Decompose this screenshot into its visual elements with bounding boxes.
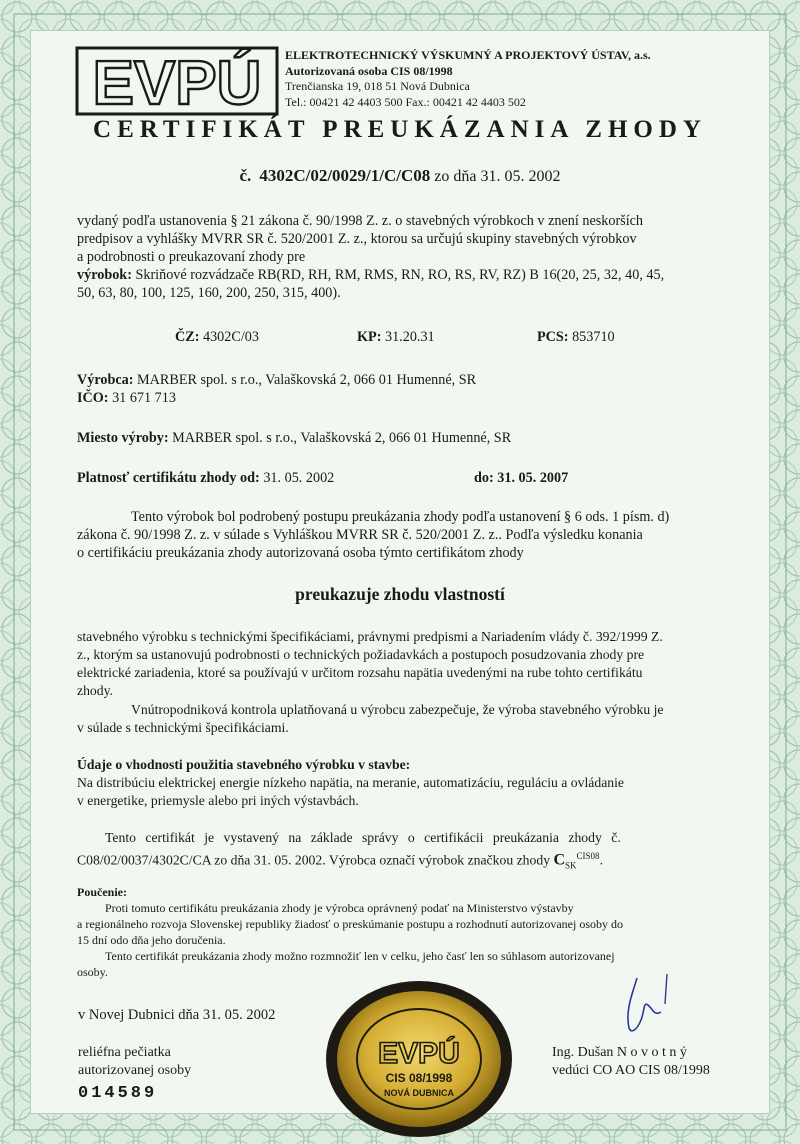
usage-line: Na distribúciu elektrickej energie nízkeho napätia, na meranie, automatizáciu, reguláciu a ovládanie — [77, 775, 625, 790]
issuer-address: Trenčianska 19, 018 51 Nová Dubnica — [285, 79, 470, 93]
paragraph-line: elektrické zariadenia, ktoré sa používajú v určitom rozsahu napätia uvedenými na rube tohto certifikátu — [77, 665, 643, 680]
pcs-code — [537, 328, 615, 346]
stamp-note-line: reliéfna pečiatka — [78, 1045, 171, 1060]
place-label: Miesto výroby: — [77, 430, 169, 446]
product-label: výrobok: — [77, 267, 132, 283]
kp-code — [357, 328, 435, 346]
production-place — [77, 429, 511, 447]
validity-to-value: 31. 05. 2007 — [497, 470, 569, 486]
validity-to-label: do: — [474, 470, 494, 486]
kp-label: KP: — [357, 329, 382, 345]
notice-line: 15 dní odo dňa jeho doručenia. — [77, 933, 226, 947]
paragraph-line: Tento certifikát je vystavený na základe správy o certifikácii preukázania zhody č. — [105, 830, 621, 845]
pcs-value: 853710 — [572, 329, 615, 345]
logo-text: EVPÚ — [92, 49, 262, 116]
number-date: zo dňa 31. 05. 2002 — [434, 168, 561, 185]
paragraph-line: C08/02/0037/4302C/CA zo dňa 31. 05. 2002. Výrobca označí výrobok značkou zhody — [77, 852, 551, 868]
seal-line1: CIS 08/1998 — [385, 1071, 453, 1085]
kp-value: 31.20.31 — [384, 329, 435, 345]
conformity-paragraph — [77, 628, 739, 700]
notice-line: a regionálneho rozvoja Slovenskej republiky žiadosť o preskúmanie postupu a rozhodnutí autorizovanej osoby do — [77, 917, 623, 931]
mark-line — [77, 847, 739, 874]
document-title: CERTIFIKÁT PREUKÁZANIA ZHODY — [93, 116, 707, 143]
manufacturer-value: MARBER spol. s r.o., Valaškovská 2, 066 01 Humenné, SR — [137, 372, 477, 388]
signatory-role: vedúci CO AO CIS 08/1998 — [552, 1063, 710, 1078]
usage-line: v energetike, priemysle alebo pri iných výstavbách. — [77, 793, 359, 808]
conformity-heading: preukazuje zhodu vlastností — [295, 584, 505, 604]
validity-to — [474, 469, 568, 487]
issuer-phone: Tel.: 00421 42 4403 500 Fax.: 00421 42 4403 502 — [285, 94, 526, 109]
signatory-block — [552, 1044, 710, 1080]
notice-line: osoby. — [77, 965, 108, 979]
intro-line: vydaný podľa ustanovenia § 21 zákona č. 90/1998 Z. z. o stavebných výrobkoch v znení neskorších — [77, 213, 644, 229]
number-value: 4302C/02/0029/1/C/C08 — [259, 166, 431, 185]
ico-value: 31 671 713 — [112, 390, 176, 406]
paragraph-line: v súlade s technickými špecifikáciami. — [77, 720, 289, 735]
paragraph-line: stavebného výrobku s technickými špecifikáciami, právnymi predpismi a Nariadením vlády č. 392/1999 Z. — [77, 629, 663, 644]
usage-label: Údaje o vhodnosti použitia stavebného výrobku v stavbe: — [77, 757, 411, 772]
paragraph-line: zákona č. 90/1998 Z. z. v súlade s Vyhláškou MVRR SR č. 520/2001 Z. z.. Podľa výsledku konania — [77, 527, 643, 543]
cz-label: ČZ: — [175, 329, 200, 345]
cz-value: 4302C/03 — [202, 329, 259, 345]
product-value: Skriňové rozvádzače RB(RD, RH, RM, RMS, RN, RO, RS, RV, RZ) B 16(20, 25, 32, 40, 45, — [135, 267, 665, 283]
paragraph-line: Tento výrobok bol podrobený postupu preukázania zhody podľa ustanovení § 6 ods. 1 písm. d) — [131, 509, 670, 525]
manufacturer-label: Výrobca: — [77, 372, 134, 388]
evpu-logo — [75, 46, 279, 116]
notice-block — [77, 884, 737, 980]
validity-from-value: 31. 05. 2002 — [263, 470, 335, 486]
mark-end: . — [599, 852, 603, 868]
seal-line2: NOVÁ DUBNICA — [383, 1088, 455, 1098]
manufacturer-block — [77, 371, 476, 407]
mark-sub: SK — [565, 860, 577, 871]
mark-sup: CIS08 — [576, 851, 600, 861]
seal-logo: EVPÚ — [378, 1037, 460, 1070]
paragraph-line: zhody. — [77, 683, 113, 698]
ico-label: IČO: — [77, 390, 109, 406]
product-block — [77, 266, 737, 302]
intro-text — [77, 212, 737, 266]
issuer-block — [285, 48, 651, 110]
paragraph-line: Vnútropodniková kontrola uplatňovaná u výrobcu zabezpečuje, že výroba stavebného výrobku je — [131, 702, 664, 717]
product-value-cont: 50, 63, 80, 100, 125, 160, 200, 250, 315, 400). — [77, 285, 341, 301]
stamp-note-line: autorizovanej osoby — [78, 1063, 192, 1078]
place-date: v Novej Dubnici dňa 31. 05. 2002 — [78, 1007, 276, 1023]
control-paragraph — [77, 701, 739, 737]
intro-line: predpisov a vyhlášky MVRR SR č. 520/2001 Z. z., ktorou sa určujú skupiny stavebných výrobkov — [77, 231, 637, 247]
place-value: MARBER spol. s r.o., Valaškovská 2, 066 01 Humenné, SR — [172, 430, 512, 446]
notice-line: Tento certifikát preukázania zhody možno rozmnožiť len v celku, jeho časť len so súhlasom autorizovanej — [105, 949, 615, 963]
paragraph-line: z., ktorým sa ustanovujú podrobnosti o technických požiadavkách a postupoch posudzovania zhody pre — [77, 647, 645, 662]
notice-label: Poučenie: — [77, 885, 127, 899]
validity-from — [77, 469, 334, 487]
embossed-seal — [307, 975, 532, 1144]
notice-line: Proti tomuto certifikátu preukázania zhody je výrobca oprávnený podať na Ministerstvo výstavby — [105, 901, 574, 915]
stamp-note — [78, 1044, 191, 1080]
signatory-name: Ing. Dušan N o v o t n ý — [552, 1045, 687, 1060]
pcs-label: PCS: — [537, 329, 569, 345]
basis-paragraph — [77, 829, 739, 874]
intro-line: a podrobnosti o preukazovaní zhody pre — [77, 249, 306, 265]
usage-block — [77, 756, 739, 810]
cz-code — [175, 328, 259, 346]
issuer-name: ELEKTROTECHNICKÝ VÝSKUMNÝ A PROJEKTOVÝ ÚSTAV, a.s. — [285, 48, 651, 62]
certificate-number — [0, 166, 800, 186]
paragraph-line: o certifikáciu preukázania zhody autorizovaná osoba týmto certifikátom zhody — [77, 545, 524, 561]
validity-from-label: Platnosť certifikátu zhody od: — [77, 470, 260, 486]
serial-number: 014589 — [78, 1084, 158, 1103]
number-prefix: č. — [239, 166, 252, 185]
conformity-mark: C — [553, 851, 566, 869]
procedure-paragraph — [77, 508, 733, 562]
issuer-authorization: Autorizovaná osoba CIS 08/1998 — [285, 63, 453, 78]
signature — [615, 970, 685, 1040]
